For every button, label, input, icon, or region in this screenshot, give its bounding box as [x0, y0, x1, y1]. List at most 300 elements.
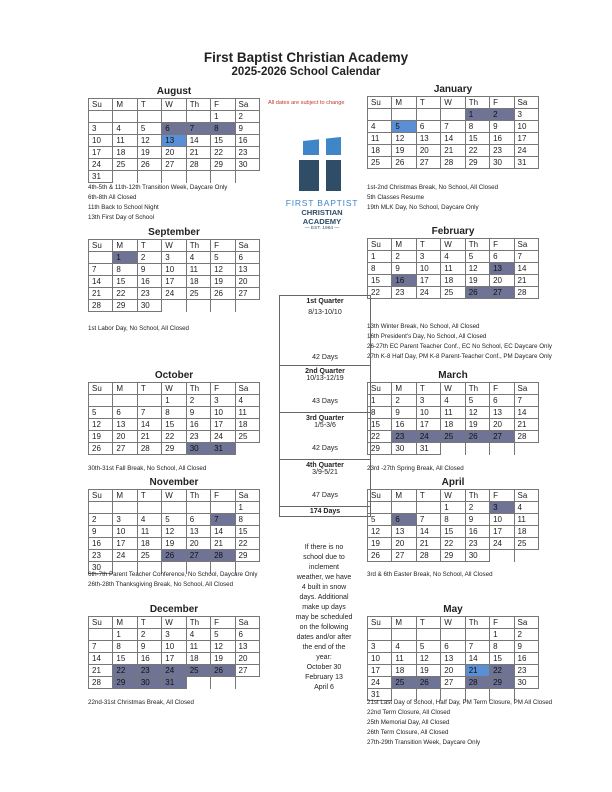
- day-cell: 25: [441, 431, 465, 443]
- day-cell: [441, 109, 465, 121]
- weekday-header: W: [162, 617, 186, 629]
- day-cell: 23: [490, 145, 514, 157]
- event-line: 26th Term Closure, All Closed: [367, 729, 449, 736]
- weekday-header: T: [137, 240, 161, 252]
- day-cell: 29: [490, 677, 514, 689]
- snow-note-line: make up days: [302, 604, 346, 611]
- day-cell: 27: [392, 550, 416, 562]
- day-cell: 14: [137, 419, 161, 431]
- day-cell: 19: [89, 431, 113, 443]
- day-cell: 10: [368, 653, 392, 665]
- snow-note-line: school due to: [303, 554, 345, 561]
- day-cell: 14: [89, 276, 113, 288]
- day-cell: 26: [392, 157, 416, 169]
- day-cell: 19: [137, 147, 161, 159]
- day-cell: 16: [465, 526, 489, 538]
- day-cell: 16: [89, 538, 113, 550]
- day-cell: 25: [514, 538, 538, 550]
- weekday-header: Su: [368, 97, 392, 109]
- day-cell: 14: [465, 653, 489, 665]
- day-cell: 24: [211, 431, 235, 443]
- weekday-header: Sa: [514, 383, 538, 395]
- day-cell: 27: [490, 287, 514, 299]
- day-cell: 17: [89, 147, 113, 159]
- day-cell: 27: [441, 677, 465, 689]
- month-name: April: [441, 477, 465, 488]
- day-cell: 26: [368, 550, 392, 562]
- day-cell: 10: [162, 641, 186, 653]
- quarter-dates: 1/5-3/6: [314, 422, 336, 429]
- day-cell: [392, 502, 416, 514]
- day-cell: 14: [211, 526, 235, 538]
- day-cell: 31: [211, 443, 235, 455]
- day-cell: [186, 111, 210, 123]
- day-cell: 28: [441, 157, 465, 169]
- day-cell: [368, 629, 392, 641]
- day-cell: 24: [416, 287, 440, 299]
- weekday-header: W: [162, 240, 186, 252]
- day-cell: 28: [514, 287, 538, 299]
- day-cell: 24: [162, 288, 186, 300]
- day-cell: 3: [416, 251, 440, 263]
- day-cell: 2: [392, 395, 416, 407]
- day-cell: 27: [162, 159, 186, 171]
- day-cell: 4: [137, 514, 161, 526]
- events-february: [367, 322, 552, 362]
- day-cell: 26: [465, 431, 489, 443]
- day-cell: 8: [490, 641, 514, 653]
- quarter-dates: 3/9-5/21: [312, 469, 338, 476]
- day-cell: [465, 629, 489, 641]
- day-cell: 4: [113, 123, 137, 135]
- day-cell: 5: [162, 514, 186, 526]
- day-cell: 30: [490, 157, 514, 169]
- event-line: 21st Last Day of School, Half Day, PM Term Closure, PM All Closed: [367, 699, 553, 706]
- day-cell: 20: [490, 419, 514, 431]
- event-line: 1st Labor Day, No School, All Closed: [88, 325, 189, 332]
- day-cell: 8: [113, 641, 137, 653]
- day-cell: 2: [186, 395, 210, 407]
- quarter-3: [280, 413, 370, 460]
- day-cell: 6: [490, 395, 514, 407]
- month-name: February: [431, 226, 475, 237]
- day-cell: 8: [465, 121, 489, 133]
- day-cell: 17: [490, 526, 514, 538]
- day-cell: 5: [211, 252, 235, 264]
- day-cell: 2: [137, 252, 161, 264]
- day-cell: 5: [211, 629, 235, 641]
- day-cell: 10: [162, 264, 186, 276]
- day-cell: 12: [368, 526, 392, 538]
- weekday-header: F: [211, 99, 235, 111]
- day-cell: 3: [113, 514, 137, 526]
- day-cell: 17: [113, 538, 137, 550]
- day-cell: 24: [113, 550, 137, 562]
- day-cell: [89, 111, 113, 123]
- day-cell: [211, 171, 235, 183]
- day-cell: 28: [89, 677, 113, 689]
- day-cell: 9: [89, 526, 113, 538]
- day-cell: 19: [211, 276, 235, 288]
- day-cell: 28: [465, 677, 489, 689]
- day-cell: 30: [465, 550, 489, 562]
- event-line: 26-27th EC Parent Teacher Conf., EC No School, EC Daycare Only: [367, 343, 552, 350]
- day-cell: 7: [186, 123, 210, 135]
- event-line: 25th Memorial Day, All Closed: [367, 719, 450, 726]
- month-grid: [88, 382, 260, 455]
- day-cell: 1: [441, 502, 465, 514]
- event-line: 5th Classes Resume: [367, 194, 425, 201]
- quarter-days: 47 Days: [312, 492, 338, 499]
- day-cell: 23: [235, 147, 259, 159]
- weekday-header: M: [113, 240, 137, 252]
- day-cell: 18: [235, 419, 259, 431]
- weekday-header: M: [392, 97, 416, 109]
- day-cell: 29: [368, 443, 392, 455]
- day-cell: 28: [89, 300, 113, 312]
- event-line: 6th-8th All Closed: [88, 194, 137, 201]
- day-cell: 14: [416, 526, 440, 538]
- month-grid: [88, 98, 260, 183]
- weekday-header: W: [162, 490, 186, 502]
- day-cell: 8: [441, 514, 465, 526]
- day-cell: 25: [186, 288, 210, 300]
- day-cell: [186, 171, 210, 183]
- day-cell: 20: [490, 275, 514, 287]
- day-cell: 23: [186, 431, 210, 443]
- day-cell: 26: [211, 665, 235, 677]
- day-cell: 16: [490, 133, 514, 145]
- day-cell: [441, 443, 465, 455]
- day-cell: 21: [441, 145, 465, 157]
- day-cell: 15: [211, 135, 235, 147]
- day-cell: 25: [137, 550, 161, 562]
- day-cell: [514, 443, 538, 455]
- day-cell: 11: [113, 135, 137, 147]
- day-cell: 8: [211, 123, 235, 135]
- weekday-header: T: [416, 383, 440, 395]
- day-cell: 1: [465, 109, 489, 121]
- day-cell: 5: [416, 641, 440, 653]
- day-cell: [137, 171, 161, 183]
- event-line: 11th Back to School Night: [88, 204, 159, 211]
- day-cell: [137, 502, 161, 514]
- quarter-days: 42 Days: [312, 354, 338, 361]
- school-logo: [282, 135, 362, 231]
- day-cell: 9: [235, 123, 259, 135]
- day-cell: 26: [465, 287, 489, 299]
- day-cell: [416, 109, 440, 121]
- logo-est: — EST. 1964 —: [304, 226, 340, 231]
- day-cell: [235, 677, 259, 689]
- snow-note-line: inclement: [309, 564, 339, 571]
- day-cell: 7: [211, 514, 235, 526]
- day-cell: 2: [89, 514, 113, 526]
- weekday-header: M: [392, 490, 416, 502]
- day-cell: 11: [514, 514, 538, 526]
- day-cell: 7: [441, 121, 465, 133]
- weekday-header: Th: [465, 490, 489, 502]
- day-cell: 9: [186, 407, 210, 419]
- weekday-header: Sa: [235, 490, 259, 502]
- day-cell: 20: [186, 538, 210, 550]
- day-cell: 14: [186, 135, 210, 147]
- day-cell: 12: [416, 653, 440, 665]
- day-cell: [162, 300, 186, 312]
- weekday-header: W: [162, 383, 186, 395]
- day-cell: 31: [514, 157, 538, 169]
- day-cell: [113, 502, 137, 514]
- snow-note-line: may be scheduled: [295, 614, 353, 621]
- day-cell: 4: [441, 251, 465, 263]
- weekday-header: Su: [368, 490, 392, 502]
- month-name: March: [438, 370, 468, 381]
- day-cell: 10: [514, 121, 538, 133]
- day-cell: 23: [392, 287, 416, 299]
- day-cell: 5: [392, 121, 416, 133]
- day-cell: 12: [89, 419, 113, 431]
- day-cell: 9: [490, 121, 514, 133]
- day-cell: 17: [162, 653, 186, 665]
- day-cell: 22: [441, 538, 465, 550]
- snow-note-line: April 6: [314, 684, 334, 691]
- day-cell: 28: [416, 550, 440, 562]
- day-cell: [162, 111, 186, 123]
- weekday-header: Su: [368, 617, 392, 629]
- day-cell: 21: [89, 665, 113, 677]
- event-line: 4th-5th & 11th-12th Transition Week, Daycare Only: [88, 184, 228, 191]
- day-cell: [137, 111, 161, 123]
- day-cell: 25: [392, 677, 416, 689]
- day-cell: 21: [416, 538, 440, 550]
- weekday-header: F: [490, 97, 514, 109]
- snow-note-line: dates and/or after: [296, 634, 352, 641]
- event-line: 30th-31st Fall Break, No School, All Closed: [88, 465, 207, 472]
- day-cell: 7: [137, 407, 161, 419]
- snow-days-note: [279, 543, 369, 693]
- day-cell: 15: [113, 653, 137, 665]
- day-cell: 30: [235, 159, 259, 171]
- weekday-header: T: [416, 97, 440, 109]
- day-cell: 30: [514, 677, 538, 689]
- day-cell: 18: [368, 145, 392, 157]
- day-cell: 15: [490, 653, 514, 665]
- day-cell: 1: [490, 629, 514, 641]
- snow-note-line: year:: [316, 654, 332, 661]
- day-cell: 20: [235, 653, 259, 665]
- day-cell: 19: [465, 275, 489, 287]
- day-cell: 21: [211, 538, 235, 550]
- day-cell: 24: [89, 159, 113, 171]
- weekday-header: F: [490, 239, 514, 251]
- day-cell: 28: [137, 443, 161, 455]
- day-cell: 31: [89, 171, 113, 183]
- day-cell: [490, 443, 514, 455]
- weekday-header: W: [441, 97, 465, 109]
- weekday-header: T: [137, 383, 161, 395]
- day-cell: 7: [514, 251, 538, 263]
- weekday-header: M: [113, 617, 137, 629]
- day-cell: 23: [137, 665, 161, 677]
- day-cell: 13: [186, 526, 210, 538]
- day-cell: 5: [89, 407, 113, 419]
- day-cell: [416, 629, 440, 641]
- weekday-header: Sa: [235, 383, 259, 395]
- day-cell: 13: [235, 641, 259, 653]
- weekday-header: Sa: [235, 99, 259, 111]
- day-cell: 21: [514, 275, 538, 287]
- quarter-days: 42 Days: [312, 445, 338, 452]
- day-cell: 30: [89, 562, 113, 574]
- month-november: [88, 477, 260, 574]
- day-cell: [235, 443, 259, 455]
- day-cell: 25: [235, 431, 259, 443]
- day-cell: 25: [368, 157, 392, 169]
- day-cell: 9: [392, 263, 416, 275]
- day-cell: 7: [89, 264, 113, 276]
- day-cell: 12: [137, 135, 161, 147]
- day-cell: 30: [392, 443, 416, 455]
- month-january: [367, 84, 539, 169]
- weekday-header: M: [113, 383, 137, 395]
- month-april: [367, 477, 539, 562]
- weekday-header: F: [211, 490, 235, 502]
- day-cell: 22: [211, 147, 235, 159]
- day-cell: 5: [465, 251, 489, 263]
- day-cell: 30: [186, 443, 210, 455]
- day-cell: 2: [514, 629, 538, 641]
- day-cell: [89, 252, 113, 264]
- weekday-header: Sa: [235, 617, 259, 629]
- day-cell: 29: [465, 157, 489, 169]
- events-april: [367, 570, 493, 580]
- weekday-header: F: [211, 240, 235, 252]
- day-cell: 28: [211, 550, 235, 562]
- events-december: [88, 698, 194, 708]
- day-cell: [186, 677, 210, 689]
- day-cell: 4: [441, 395, 465, 407]
- day-cell: 18: [441, 419, 465, 431]
- weekday-header: Th: [465, 97, 489, 109]
- disclaimer-note: All dates are subject to change: [268, 100, 345, 106]
- day-cell: 18: [113, 147, 137, 159]
- weekday-header: Th: [186, 490, 210, 502]
- day-cell: 4: [514, 502, 538, 514]
- day-cell: 17: [416, 419, 440, 431]
- day-cell: 13: [416, 133, 440, 145]
- total-days: 174 Days: [309, 508, 341, 515]
- day-cell: 3: [89, 123, 113, 135]
- day-cell: 23: [514, 665, 538, 677]
- quarter-dates: 8/13-10/10: [308, 309, 342, 316]
- day-cell: 19: [392, 145, 416, 157]
- day-cell: 11: [137, 526, 161, 538]
- day-cell: 12: [211, 641, 235, 653]
- events-may: [367, 698, 552, 748]
- day-cell: 11: [392, 653, 416, 665]
- day-cell: 20: [113, 431, 137, 443]
- event-line: 13th First Day of School: [88, 214, 155, 221]
- day-cell: 16: [137, 276, 161, 288]
- day-cell: 16: [186, 419, 210, 431]
- day-cell: 25: [186, 665, 210, 677]
- day-cell: 27: [235, 665, 259, 677]
- day-cell: 22: [465, 145, 489, 157]
- day-cell: 14: [514, 407, 538, 419]
- weekday-header: Sa: [514, 617, 538, 629]
- day-cell: 20: [235, 276, 259, 288]
- day-cell: 22: [162, 431, 186, 443]
- month-march: [367, 370, 539, 455]
- events-november: [88, 570, 257, 590]
- logo-line-2: CHRISTIAN ACADEMY: [301, 208, 343, 226]
- day-cell: 20: [162, 147, 186, 159]
- quarter-name: 4th Quarter: [306, 462, 344, 469]
- snow-note-line: If there is no: [304, 544, 344, 551]
- day-cell: 5: [137, 123, 161, 135]
- weekday-header: T: [137, 99, 161, 111]
- weekday-header: F: [211, 383, 235, 395]
- day-cell: 24: [514, 145, 538, 157]
- day-cell: 28: [186, 159, 210, 171]
- snow-note-line: days. Additional: [299, 594, 349, 601]
- day-cell: 1: [368, 251, 392, 263]
- day-cell: 2: [392, 251, 416, 263]
- day-cell: 30: [137, 677, 161, 689]
- month-name: August: [156, 86, 192, 97]
- quarter-dates: 10/13-12/19: [306, 375, 344, 382]
- day-cell: 27: [416, 157, 440, 169]
- month-name: December: [149, 604, 199, 615]
- day-cell: 21: [514, 419, 538, 431]
- weekday-header: F: [490, 490, 514, 502]
- day-cell: 11: [441, 263, 465, 275]
- day-cell: 15: [441, 526, 465, 538]
- day-cell: [186, 300, 210, 312]
- weekday-header: Th: [465, 383, 489, 395]
- day-cell: 6: [490, 251, 514, 263]
- day-cell: 10: [490, 514, 514, 526]
- day-cell: 13: [441, 653, 465, 665]
- day-cell: 17: [416, 275, 440, 287]
- day-cell: 13: [162, 135, 186, 147]
- day-cell: 31: [416, 443, 440, 455]
- day-cell: 25: [113, 159, 137, 171]
- day-cell: 9: [137, 641, 161, 653]
- day-cell: 22: [490, 665, 514, 677]
- day-cell: 19: [162, 538, 186, 550]
- day-cell: 26: [137, 159, 161, 171]
- weekday-header: M: [392, 239, 416, 251]
- day-cell: 6: [235, 252, 259, 264]
- day-cell: 26: [162, 550, 186, 562]
- day-cell: 11: [186, 264, 210, 276]
- day-cell: 19: [416, 665, 440, 677]
- weekday-header: T: [416, 617, 440, 629]
- day-cell: 22: [235, 538, 259, 550]
- day-cell: 23: [137, 288, 161, 300]
- snow-note-line: February 13: [305, 674, 343, 681]
- day-cell: 1: [113, 629, 137, 641]
- weekday-header: Th: [186, 617, 210, 629]
- day-cell: 22: [113, 288, 137, 300]
- day-cell: 8: [162, 407, 186, 419]
- weekday-header: Th: [465, 617, 489, 629]
- day-cell: 22: [368, 287, 392, 299]
- day-cell: 29: [235, 550, 259, 562]
- month-grid: [88, 616, 260, 689]
- day-cell: 10: [416, 407, 440, 419]
